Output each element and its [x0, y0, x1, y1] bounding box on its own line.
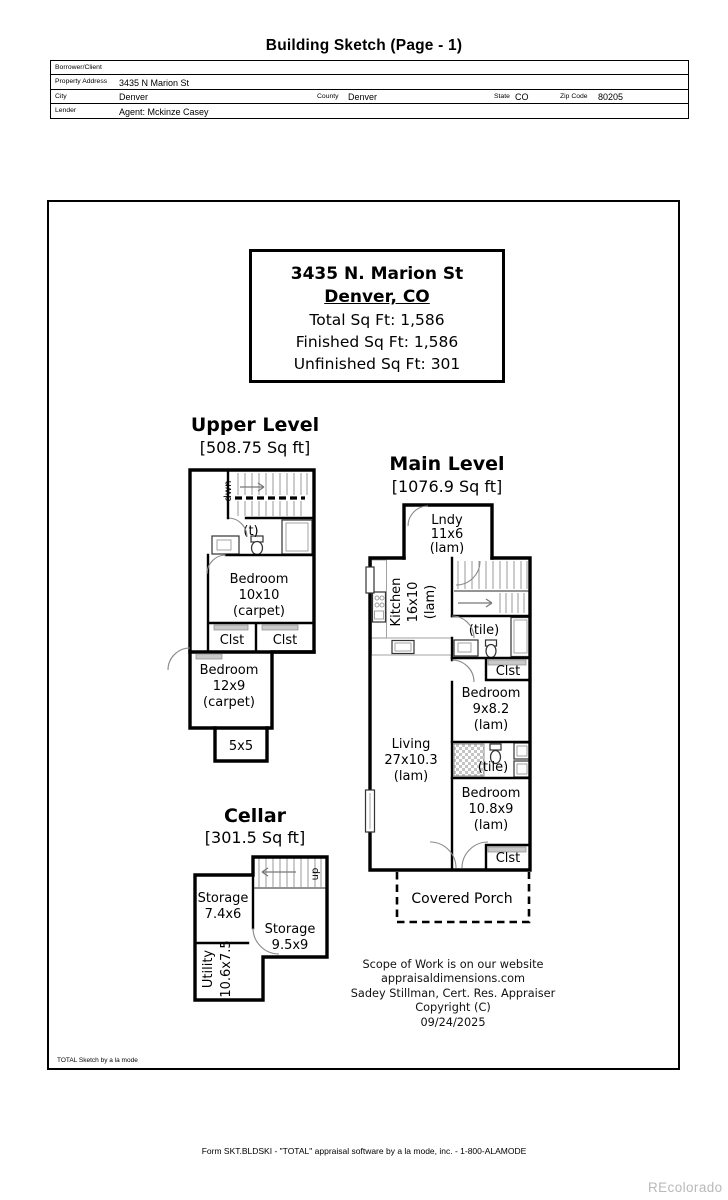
svg-text:11x6: 11x6	[430, 527, 464, 542]
info-total-sqft: Total Sq Ft: 1,586	[309, 311, 445, 329]
svg-text:7.4x6: 7.4x6	[204, 907, 242, 922]
borrower-label: Borrower/Client	[55, 64, 102, 71]
zip-value: 80205	[598, 92, 624, 103]
upper-bedroom1	[230, 572, 289, 619]
scope-line: Copyright (C)	[415, 1001, 491, 1015]
zip-label: Zip Code	[560, 92, 588, 100]
svg-text:(lam): (lam)	[473, 818, 509, 833]
info-unfinished-sqft: Unfinished Sq Ft: 301	[293, 355, 461, 373]
header-table	[50, 60, 689, 119]
main-bedroom1	[462, 686, 521, 733]
cellar-storage2	[265, 922, 316, 953]
state-label: State	[494, 92, 510, 100]
lender-value: Agent: Mckinze Casey	[119, 106, 209, 117]
main-bath2	[454, 743, 530, 777]
svg-text:Bedroom: Bedroom	[461, 786, 521, 801]
upper-closets	[196, 625, 298, 659]
main-bath2-label: (tile)	[477, 760, 509, 775]
scope-line: 09/24/2025	[420, 1015, 486, 1029]
lender-label: Lender	[55, 107, 77, 115]
svg-text:9.5x9: 9.5x9	[271, 938, 309, 953]
svg-text:Bedroom: Bedroom	[199, 663, 259, 678]
main-covered-porch	[397, 872, 529, 922]
svg-text:Living: Living	[391, 737, 431, 752]
upper-5x5-label: 5x5	[228, 739, 254, 754]
scope-line: Scope of Work is on our website	[362, 958, 544, 971]
upper-bathroom	[212, 518, 312, 555]
scope-line: Sadey Stillman, Cert. Res. Appraiser	[350, 986, 556, 1000]
main-kitchen-label	[389, 578, 438, 627]
upper-level-area: [508.75 Sq ft]	[199, 438, 311, 457]
city-value: Denver	[119, 92, 149, 103]
sketch-credit: TOTAL Sketch by a la mode	[57, 1057, 138, 1064]
main-bath1	[454, 618, 530, 658]
header-row-borrower	[51, 61, 688, 74]
property-address-value: 3435 N Marion St	[119, 77, 190, 88]
cellar-storage1	[198, 891, 249, 922]
scope-of-work	[340, 958, 566, 1030]
main-level-title: Main Level	[389, 453, 505, 475]
upper-stairs-label: dwn	[223, 480, 234, 502]
header-row-address	[51, 74, 688, 88]
main-clst2-label: Clst	[495, 851, 521, 866]
property-address-label: Property Address	[55, 78, 108, 86]
svg-text:Kitchen: Kitchen	[389, 577, 404, 627]
main-bedroom2	[462, 786, 521, 833]
city-label: City	[55, 92, 67, 100]
porch-label: Covered Porch	[411, 891, 513, 907]
svg-text:Utility: Utility	[201, 949, 216, 989]
svg-text:9x8.2: 9x8.2	[472, 702, 510, 717]
info-finished-sqft: Finished Sq Ft: 1,586	[295, 333, 459, 351]
upper-bedroom2	[200, 663, 259, 710]
svg-text:16x10: 16x10	[406, 581, 421, 623]
header-row-lender	[51, 103, 688, 117]
svg-text:Bedroom: Bedroom	[461, 686, 521, 701]
main-lndy	[430, 513, 464, 556]
upper-clst-right-label: Clst	[272, 633, 298, 648]
svg-text:Bedroom: Bedroom	[229, 572, 289, 587]
cellar-stairs	[253, 858, 327, 888]
property-info-box	[249, 249, 505, 383]
upper-clst-left-label: Clst	[219, 633, 245, 648]
svg-text:(carpet): (carpet)	[233, 604, 285, 619]
scope-line: appraisaldimensions.com	[380, 972, 526, 986]
cellar-utility	[201, 940, 234, 997]
page-title: Building Sketch (Page - 1)	[265, 37, 463, 54]
cellar-title: Cellar	[223, 805, 287, 827]
svg-text:(lam): (lam)	[423, 584, 438, 620]
main-level-area: [1076.9 Sq ft]	[391, 477, 503, 496]
cellar-plan	[190, 850, 332, 1006]
svg-text:10x10: 10x10	[238, 588, 280, 603]
svg-text:(lam): (lam)	[393, 769, 429, 784]
state-value: CO	[515, 92, 529, 103]
svg-text:Lndy: Lndy	[431, 513, 463, 528]
upper-bath-label: (t)	[243, 524, 259, 539]
upper-level-title: Upper Level	[190, 414, 320, 436]
svg-text:10.8x9: 10.8x9	[468, 802, 514, 817]
main-level-plan	[360, 500, 536, 928]
svg-text:27x10.3: 27x10.3	[384, 753, 438, 768]
upper-level-plan	[160, 464, 330, 766]
svg-text:(carpet): (carpet)	[203, 695, 255, 710]
cellar-stairs-label: up	[310, 867, 321, 881]
info-address: 3435 N. Marion St	[290, 264, 464, 284]
cellar-area: [301.5 Sq ft]	[204, 828, 306, 847]
svg-text:(lam): (lam)	[429, 541, 465, 556]
svg-text:Storage: Storage	[197, 891, 249, 906]
county-label: County	[317, 92, 339, 100]
main-bath1-label: (tile)	[468, 623, 500, 638]
svg-text:10.6x7.5: 10.6x7.5	[219, 940, 234, 998]
main-stairs	[454, 561, 529, 613]
svg-text:(lam): (lam)	[473, 718, 509, 733]
form-footer: Form SKT.BLDSKI - "TOTAL" appraisal software by a la mode, inc. - 1-800-ALAMODE	[201, 1146, 527, 1156]
recolorado-watermark: REcolorado	[648, 1180, 723, 1195]
upper-stairs	[223, 473, 307, 516]
main-living	[384, 737, 437, 784]
info-city-state: Denver, CO	[324, 287, 430, 307]
header-row-city	[51, 89, 688, 103]
svg-text:12x9: 12x9	[212, 679, 246, 694]
svg-text:Storage: Storage	[264, 922, 316, 937]
main-clst1-label: Clst	[495, 664, 521, 679]
county-value: Denver	[348, 92, 378, 103]
